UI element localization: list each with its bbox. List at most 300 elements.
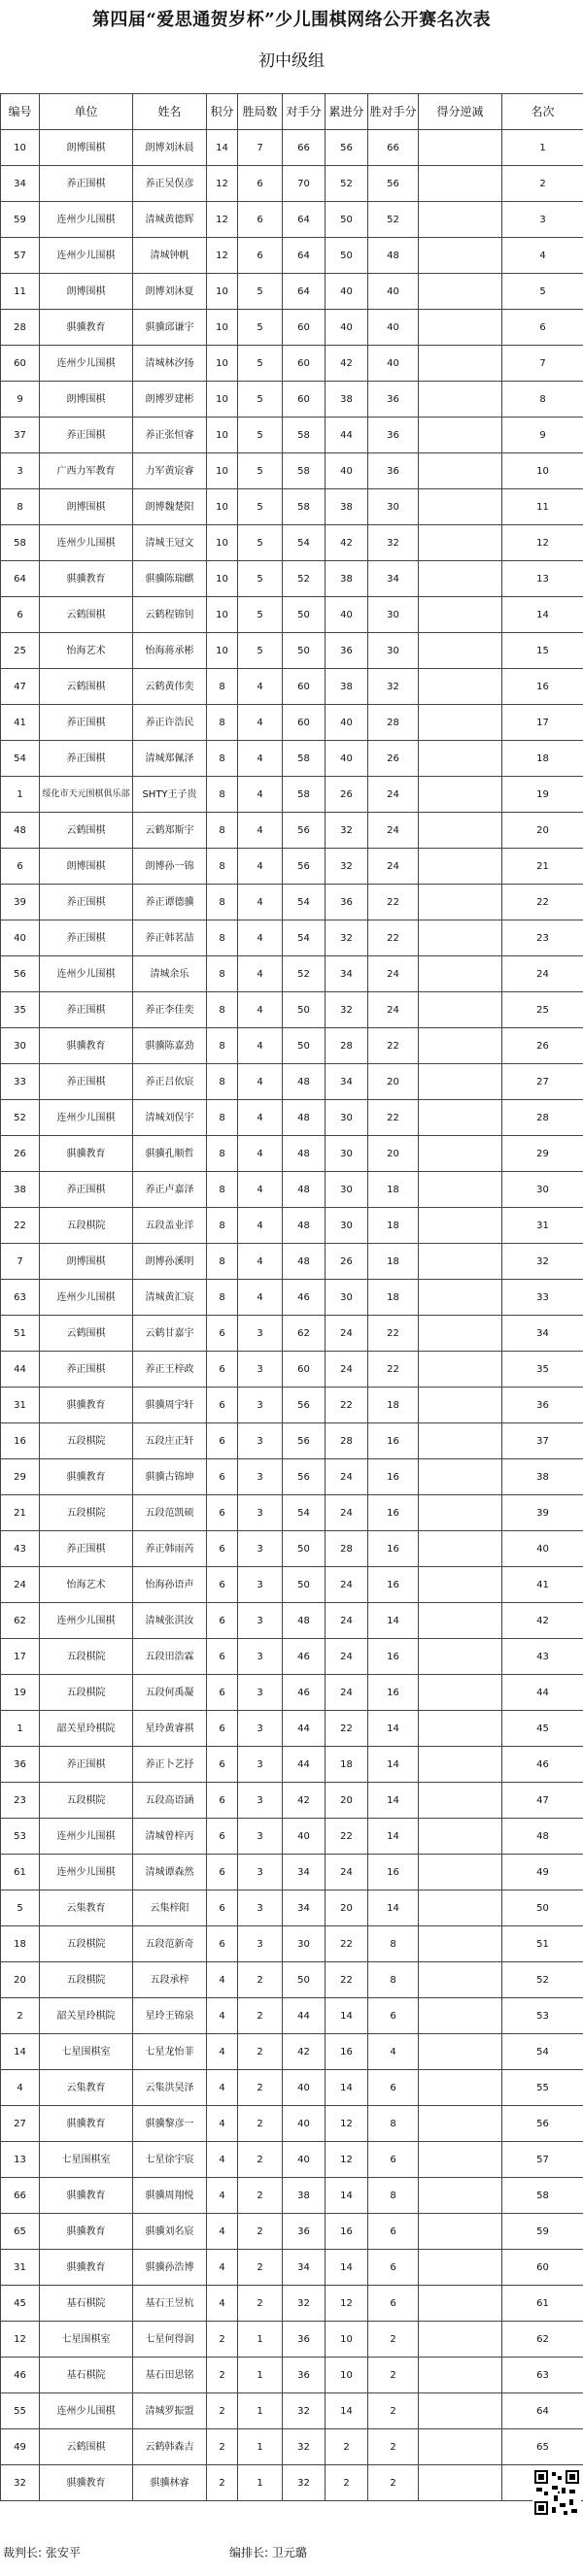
- table-row: [1, 992, 583, 1028]
- cell-id: 43: [1, 1531, 40, 1567]
- cell-id: 8: [1, 489, 40, 525]
- cell-points: 8: [207, 1244, 238, 1280]
- table-row: [1, 741, 583, 777]
- table-row: [1, 2178, 583, 2214]
- cell-reverse-score: [419, 1890, 502, 1926]
- cell-cumulative-score: 24: [326, 1675, 368, 1711]
- cell-wins: 1: [238, 2322, 283, 2358]
- cell-id: 62: [1, 1603, 40, 1639]
- cell-opponent-score: 48: [283, 1208, 326, 1244]
- cell-reverse-score: [419, 1064, 502, 1100]
- cell-rank: 16: [502, 669, 583, 705]
- cell-defeated-opponent-score: 2: [368, 2465, 419, 2501]
- cell-id: 35: [1, 992, 40, 1028]
- cell-rank: 33: [502, 1280, 583, 1316]
- table-row: [1, 238, 583, 274]
- table-row: [1, 2070, 583, 2106]
- cell-name: 骐骥孔顺哲: [133, 1136, 207, 1172]
- cell-unit: 怡海艺术: [40, 633, 133, 669]
- cell-unit: 骐骥教育: [40, 310, 133, 346]
- table-row: [1, 813, 583, 849]
- cell-reverse-score: [419, 813, 502, 849]
- cell-reverse-score: [419, 2250, 502, 2286]
- cell-points: 6: [207, 1926, 238, 1962]
- cell-cumulative-score: 24: [326, 1639, 368, 1675]
- cell-name: 云鹤程锦钊: [133, 597, 207, 633]
- cell-id: 6: [1, 849, 40, 885]
- cell-wins: 2: [238, 2286, 283, 2322]
- cell-rank: 17: [502, 705, 583, 741]
- cell-unit: 怡海艺术: [40, 1567, 133, 1603]
- cell-rank: 19: [502, 777, 583, 813]
- cell-wins: 5: [238, 561, 283, 597]
- cell-reverse-score: [419, 2178, 502, 2214]
- cell-reverse-score: [419, 1100, 502, 1136]
- cell-id: 13: [1, 2142, 40, 2178]
- cell-opponent-score: 54: [283, 1495, 326, 1531]
- cell-reverse-score: [419, 2429, 502, 2465]
- cell-wins: 4: [238, 849, 283, 885]
- cell-wins: 3: [238, 1531, 283, 1567]
- cell-id: 44: [1, 1352, 40, 1388]
- cell-name: 怡海蒋承彬: [133, 633, 207, 669]
- cell-reverse-score: [419, 2322, 502, 2358]
- table-row: [1, 597, 583, 633]
- cell-defeated-opponent-score: 36: [368, 453, 419, 489]
- cell-name: 云鹤郑斯宇: [133, 813, 207, 849]
- cell-rank: 48: [502, 1819, 583, 1855]
- cell-reverse-score: [419, 1028, 502, 1064]
- cell-cumulative-score: 30: [326, 1172, 368, 1208]
- cell-unit: 养正围棋: [40, 920, 133, 956]
- cell-points: 4: [207, 2214, 238, 2250]
- cell-id: 61: [1, 1855, 40, 1890]
- cell-rank: 45: [502, 1711, 583, 1747]
- cell-name: 五段范新奇: [133, 1926, 207, 1962]
- cell-id: 31: [1, 1388, 40, 1423]
- cell-unit: 养正围棋: [40, 992, 133, 1028]
- cell-opponent-score: 42: [283, 1783, 326, 1819]
- table-row: [1, 561, 583, 597]
- cell-wins: 5: [238, 346, 283, 382]
- cell-reverse-score: [419, 1388, 502, 1423]
- cell-wins: 1: [238, 2465, 283, 2501]
- cell-cumulative-score: 42: [326, 525, 368, 561]
- cell-points: 6: [207, 1639, 238, 1675]
- table-row: [1, 418, 583, 453]
- cell-cumulative-score: 32: [326, 992, 368, 1028]
- table-body: [1, 130, 583, 2501]
- cell-name: 五段何禹凝: [133, 1675, 207, 1711]
- cell-cumulative-score: 16: [326, 2034, 368, 2070]
- cell-reverse-score: [419, 1962, 502, 1998]
- cell-reverse-score: [419, 1531, 502, 1567]
- cell-defeated-opponent-score: 22: [368, 920, 419, 956]
- table-row: [1, 633, 583, 669]
- cell-defeated-opponent-score: 14: [368, 1747, 419, 1783]
- cell-defeated-opponent-score: 16: [368, 1567, 419, 1603]
- cell-wins: 4: [238, 777, 283, 813]
- cell-unit: 连州少儿围棋: [40, 1280, 133, 1316]
- cell-opponent-score: 46: [283, 1639, 326, 1675]
- cell-points: 4: [207, 2034, 238, 2070]
- cell-name: 清城曾梓丙: [133, 1819, 207, 1855]
- cell-unit: 韶关星玲棋院: [40, 1711, 133, 1747]
- cell-defeated-opponent-score: 40: [368, 310, 419, 346]
- cell-opponent-score: 50: [283, 1028, 326, 1064]
- table-row: [1, 2465, 583, 2501]
- cell-reverse-score: [419, 2142, 502, 2178]
- cell-unit: 连州少儿围棋: [40, 1100, 133, 1136]
- cell-defeated-opponent-score: 6: [368, 2070, 419, 2106]
- cell-opponent-score: 60: [283, 669, 326, 705]
- cell-rank: 40: [502, 1531, 583, 1567]
- cell-wins: 5: [238, 274, 283, 310]
- cell-cumulative-score: 30: [326, 1100, 368, 1136]
- cell-reverse-score: [419, 2070, 502, 2106]
- cell-cumulative-score: 42: [326, 346, 368, 382]
- cell-unit: 养正围棋: [40, 741, 133, 777]
- cell-defeated-opponent-score: 26: [368, 741, 419, 777]
- cell-opponent-score: 36: [283, 2322, 326, 2358]
- cell-defeated-opponent-score: 18: [368, 1172, 419, 1208]
- header-defeated-opponent-score: 胜对手分: [368, 94, 419, 130]
- cell-rank: 47: [502, 1783, 583, 1819]
- table-row: [1, 2429, 583, 2465]
- cell-wins: 4: [238, 1244, 283, 1280]
- cell-wins: 2: [238, 2214, 283, 2250]
- cell-name: 养正许浩民: [133, 705, 207, 741]
- cell-rank: 43: [502, 1639, 583, 1675]
- cell-wins: 4: [238, 885, 283, 920]
- cell-unit: 五段棋院: [40, 1675, 133, 1711]
- page-title: 第四届“爱思通贺岁杯”少儿围棋网络公开赛名次表: [91, 10, 492, 30]
- cell-points: 10: [207, 561, 238, 597]
- cell-defeated-opponent-score: 24: [368, 956, 419, 992]
- cell-unit: 骐骥教育: [40, 2214, 133, 2250]
- cell-defeated-opponent-score: 56: [368, 166, 419, 202]
- cell-rank: 8: [502, 382, 583, 418]
- cell-name: 云集洪昊泽: [133, 2070, 207, 2106]
- cell-cumulative-score: 40: [326, 597, 368, 633]
- cell-wins: 5: [238, 633, 283, 669]
- cell-rank: 42: [502, 1603, 583, 1639]
- cell-defeated-opponent-score: 24: [368, 849, 419, 885]
- table-row: [1, 849, 583, 885]
- cell-rank: 29: [502, 1136, 583, 1172]
- cell-id: 4: [1, 2070, 40, 2106]
- cell-unit: 七星围棋室: [40, 2322, 133, 2358]
- cell-name: 朗博刘沐晨: [133, 130, 207, 166]
- table-row: [1, 2142, 583, 2178]
- cell-defeated-opponent-score: 18: [368, 1388, 419, 1423]
- cell-rank: 5: [502, 274, 583, 310]
- cell-cumulative-score: 24: [326, 1459, 368, 1495]
- cell-reverse-score: [419, 633, 502, 669]
- cell-name: 云集梓阳: [133, 1890, 207, 1926]
- cell-unit: 养正围棋: [40, 1172, 133, 1208]
- cell-rank: 65: [502, 2429, 583, 2465]
- cell-unit: 五段棋院: [40, 1639, 133, 1675]
- cell-points: 6: [207, 1819, 238, 1855]
- cell-opponent-score: 64: [283, 202, 326, 238]
- cell-opponent-score: 34: [283, 1855, 326, 1890]
- cell-cumulative-score: 2: [326, 2465, 368, 2501]
- cell-cumulative-score: 32: [326, 849, 368, 885]
- cell-points: 10: [207, 418, 238, 453]
- cell-rank: 62: [502, 2322, 583, 2358]
- cell-wins: 3: [238, 1495, 283, 1531]
- table-row: [1, 1675, 583, 1711]
- table-row: [1, 1064, 583, 1100]
- cell-defeated-opponent-score: 2: [368, 2429, 419, 2465]
- cell-unit: 云集教育: [40, 2070, 133, 2106]
- cell-wins: 4: [238, 1100, 283, 1136]
- header-reverse-score: 得分逆减: [419, 94, 502, 130]
- cell-id: 24: [1, 1567, 40, 1603]
- cell-rank: 61: [502, 2286, 583, 2322]
- cell-points: 6: [207, 1316, 238, 1352]
- cell-name: 养正卜艺抒: [133, 1747, 207, 1783]
- cell-id: 33: [1, 1064, 40, 1100]
- cell-wins: 3: [238, 1316, 283, 1352]
- cell-rank: 11: [502, 489, 583, 525]
- cell-defeated-opponent-score: 20: [368, 1064, 419, 1100]
- cell-id: 64: [1, 561, 40, 597]
- cell-cumulative-score: 20: [326, 1890, 368, 1926]
- cell-points: 6: [207, 1423, 238, 1459]
- cell-name: 养正张恒睿: [133, 418, 207, 453]
- cell-opponent-score: 64: [283, 274, 326, 310]
- cell-points: 2: [207, 2465, 238, 2501]
- cell-defeated-opponent-score: 28: [368, 705, 419, 741]
- cell-unit: 五段棋院: [40, 1783, 133, 1819]
- cell-opponent-score: 40: [283, 2070, 326, 2106]
- cell-rank: 30: [502, 1172, 583, 1208]
- cell-rank: 14: [502, 597, 583, 633]
- cell-points: 10: [207, 489, 238, 525]
- cell-id: 16: [1, 1423, 40, 1459]
- cell-opponent-score: 64: [283, 238, 326, 274]
- cell-cumulative-score: 56: [326, 130, 368, 166]
- cell-reverse-score: [419, 992, 502, 1028]
- cell-unit: 朗博围棋: [40, 1244, 133, 1280]
- cell-unit: 连州少儿围棋: [40, 1603, 133, 1639]
- cell-points: 4: [207, 1998, 238, 2034]
- cell-id: 56: [1, 956, 40, 992]
- cell-reverse-score: [419, 1567, 502, 1603]
- cell-points: 8: [207, 669, 238, 705]
- table-row: [1, 1352, 583, 1388]
- cell-opponent-score: 48: [283, 1244, 326, 1280]
- header-cumulative-score: 累进分: [326, 94, 368, 130]
- header-rank: 名次: [502, 94, 583, 130]
- cell-defeated-opponent-score: 8: [368, 2106, 419, 2142]
- cell-opponent-score: 60: [283, 1352, 326, 1388]
- cell-cumulative-score: 24: [326, 1316, 368, 1352]
- cell-reverse-score: [419, 561, 502, 597]
- group-title: 初中级组: [258, 51, 325, 71]
- cell-rank: 2: [502, 166, 583, 202]
- cell-defeated-opponent-score: 16: [368, 1459, 419, 1495]
- table-row: [1, 705, 583, 741]
- cell-rank: 28: [502, 1100, 583, 1136]
- cell-defeated-opponent-score: 22: [368, 1028, 419, 1064]
- cell-unit: 养正围棋: [40, 1531, 133, 1567]
- cell-points: 6: [207, 1495, 238, 1531]
- cell-rank: 51: [502, 1926, 583, 1962]
- cell-id: 52: [1, 1100, 40, 1136]
- cell-opponent-score: 60: [283, 310, 326, 346]
- cell-rank: 15: [502, 633, 583, 669]
- cell-defeated-opponent-score: 36: [368, 382, 419, 418]
- cell-rank: 9: [502, 418, 583, 453]
- cell-reverse-score: [419, 777, 502, 813]
- cell-reverse-score: [419, 2465, 502, 2501]
- table-row: [1, 1926, 583, 1962]
- cell-wins: 4: [238, 1064, 283, 1100]
- cell-opponent-score: 58: [283, 453, 326, 489]
- cell-cumulative-score: 40: [326, 453, 368, 489]
- cell-name: 骐骥邱谦宇: [133, 310, 207, 346]
- cell-points: 6: [207, 1352, 238, 1388]
- cell-points: 4: [207, 2142, 238, 2178]
- table-row: [1, 885, 583, 920]
- cell-wins: 2: [238, 2142, 283, 2178]
- cell-wins: 4: [238, 1136, 283, 1172]
- cell-name: 清城黄德辉: [133, 202, 207, 238]
- cell-cumulative-score: 40: [326, 310, 368, 346]
- cell-cumulative-score: 12: [326, 2142, 368, 2178]
- cell-reverse-score: [419, 1352, 502, 1388]
- table-row: [1, 1316, 583, 1352]
- header-name: 姓名: [133, 94, 207, 130]
- cell-defeated-opponent-score: 16: [368, 1495, 419, 1531]
- cell-unit: 绥化市天元围棋俱乐部: [40, 777, 133, 813]
- cell-reverse-score: [419, 310, 502, 346]
- cell-opponent-score: 34: [283, 2250, 326, 2286]
- table-row: [1, 130, 583, 166]
- cell-wins: 1: [238, 2393, 283, 2429]
- cell-defeated-opponent-score: 40: [368, 274, 419, 310]
- cell-wins: 2: [238, 2070, 283, 2106]
- cell-id: 48: [1, 813, 40, 849]
- table-row: [1, 920, 583, 956]
- cell-defeated-opponent-score: 40: [368, 346, 419, 382]
- cell-opponent-score: 60: [283, 346, 326, 382]
- cell-reverse-score: [419, 1136, 502, 1172]
- cell-id: 18: [1, 1926, 40, 1962]
- cell-id: 6: [1, 597, 40, 633]
- cell-points: 14: [207, 130, 238, 166]
- cell-wins: 4: [238, 992, 283, 1028]
- cell-points: 10: [207, 310, 238, 346]
- cell-cumulative-score: 44: [326, 418, 368, 453]
- cell-wins: 6: [238, 202, 283, 238]
- cell-unit: 基石棋院: [40, 2358, 133, 2393]
- cell-name: 骐骥林睿: [133, 2465, 207, 2501]
- cell-defeated-opponent-score: 16: [368, 1531, 419, 1567]
- cell-points: 2: [207, 2358, 238, 2393]
- cell-points: 12: [207, 238, 238, 274]
- cell-unit: 云鹤围棋: [40, 813, 133, 849]
- cell-name: 怡海孙语声: [133, 1567, 207, 1603]
- cell-rank: 22: [502, 885, 583, 920]
- table-row: [1, 1603, 583, 1639]
- cell-reverse-score: [419, 1459, 502, 1495]
- cell-id: 31: [1, 2250, 40, 2286]
- cell-defeated-opponent-score: 2: [368, 2322, 419, 2358]
- cell-rank: 10: [502, 453, 583, 489]
- cell-opponent-score: 56: [283, 1423, 326, 1459]
- cell-defeated-opponent-score: 24: [368, 777, 419, 813]
- cell-id: 27: [1, 2106, 40, 2142]
- cell-id: 9: [1, 382, 40, 418]
- cell-cumulative-score: 38: [326, 382, 368, 418]
- cell-opponent-score: 48: [283, 1603, 326, 1639]
- cell-points: 10: [207, 525, 238, 561]
- cell-reverse-score: [419, 382, 502, 418]
- cell-name: 清城张淇汝: [133, 1603, 207, 1639]
- cell-rank: 6: [502, 310, 583, 346]
- cell-name: 五段承梓: [133, 1962, 207, 1998]
- cell-name: 骐骥陈嘉劲: [133, 1028, 207, 1064]
- cell-defeated-opponent-score: 66: [368, 130, 419, 166]
- cell-wins: 4: [238, 1172, 283, 1208]
- cell-wins: 2: [238, 2250, 283, 2286]
- cell-rank: 13: [502, 561, 583, 597]
- cell-id: 45: [1, 2286, 40, 2322]
- cell-name: 骐骥古锦坤: [133, 1459, 207, 1495]
- cell-defeated-opponent-score: 22: [368, 1316, 419, 1352]
- table-row: [1, 1819, 583, 1855]
- cell-name: 清城郑佩泽: [133, 741, 207, 777]
- header-wins: 胜局数: [238, 94, 283, 130]
- cell-name: 朗博魏楚阳: [133, 489, 207, 525]
- cell-points: 8: [207, 1280, 238, 1316]
- cell-name: 清城刘俣宇: [133, 1100, 207, 1136]
- cell-opponent-score: 50: [283, 633, 326, 669]
- cell-reverse-score: [419, 741, 502, 777]
- cell-cumulative-score: 30: [326, 1280, 368, 1316]
- table-row: [1, 1280, 583, 1316]
- cell-rank: 1: [502, 130, 583, 166]
- cell-wins: 3: [238, 1711, 283, 1747]
- cell-points: 8: [207, 956, 238, 992]
- cell-id: 39: [1, 885, 40, 920]
- cell-points: 2: [207, 2429, 238, 2465]
- cell-rank: 34: [502, 1316, 583, 1352]
- cell-defeated-opponent-score: 16: [368, 1855, 419, 1890]
- cell-unit: 连州少儿围棋: [40, 202, 133, 238]
- cell-rank: 3: [502, 202, 583, 238]
- cell-points: 4: [207, 2178, 238, 2214]
- cell-opponent-score: 46: [283, 1675, 326, 1711]
- header-opponent-score: 对手分: [283, 94, 326, 130]
- cell-wins: 4: [238, 669, 283, 705]
- cell-opponent-score: 50: [283, 597, 326, 633]
- cell-unit: 连州少儿围棋: [40, 1819, 133, 1855]
- cell-wins: 3: [238, 1926, 283, 1962]
- cell-name: 力军黄宸睿: [133, 453, 207, 489]
- cell-cumulative-score: 40: [326, 705, 368, 741]
- cell-wins: 6: [238, 166, 283, 202]
- table-row: [1, 956, 583, 992]
- cell-defeated-opponent-score: 6: [368, 2214, 419, 2250]
- cell-rank: 20: [502, 813, 583, 849]
- cell-opponent-score: 48: [283, 1136, 326, 1172]
- cell-points: 8: [207, 813, 238, 849]
